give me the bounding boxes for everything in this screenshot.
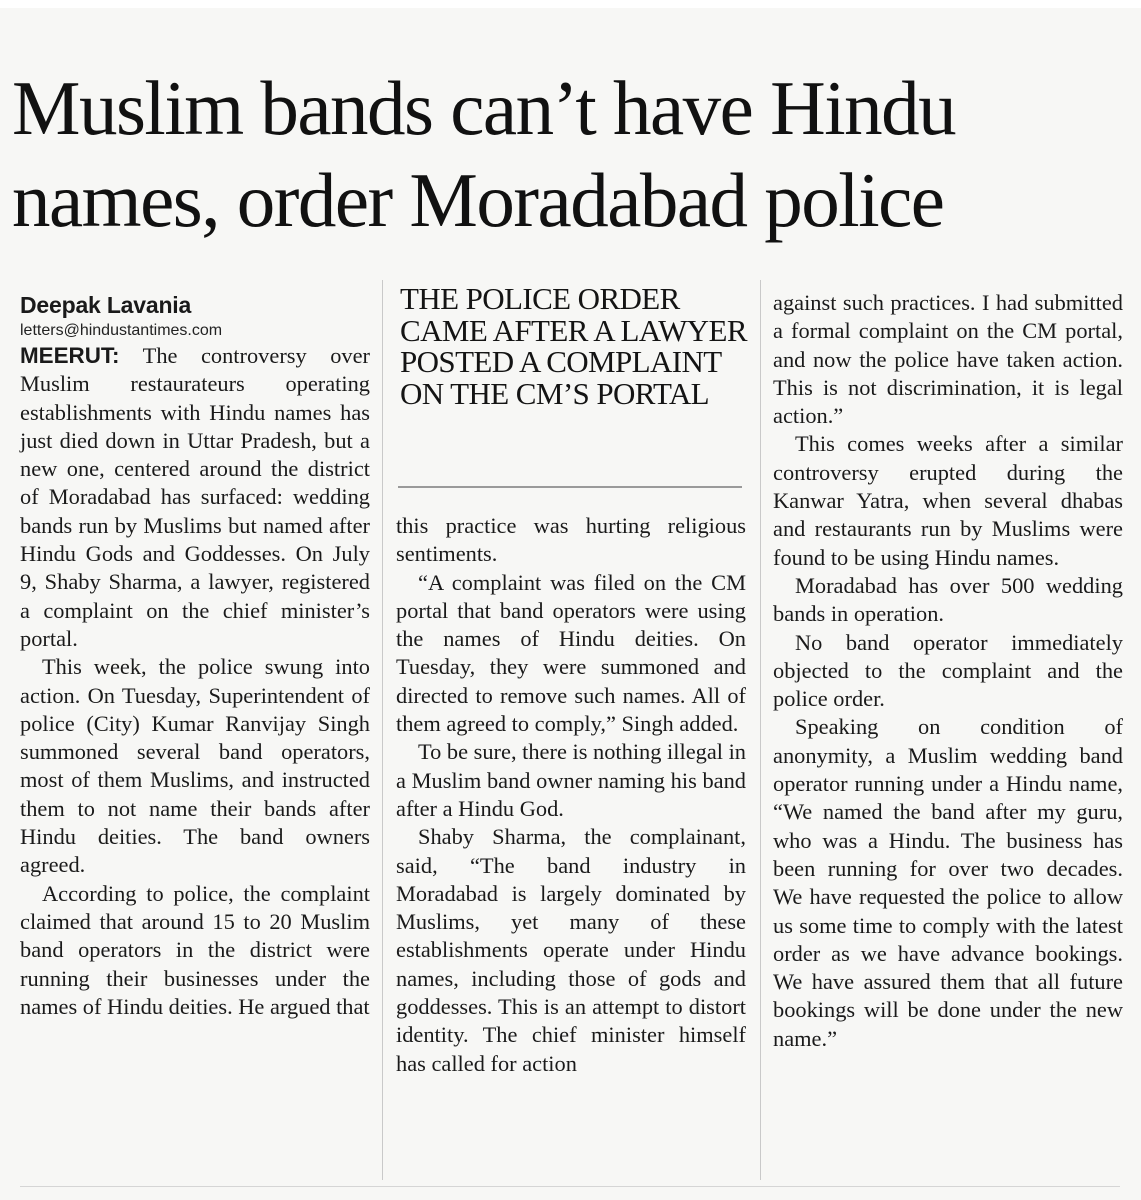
pull-quote-rule [398,486,742,488]
paragraph-11: No band operator immediately objected to the complaint and the police order. [773,629,1123,712]
article-column-1 [20,290,370,1021]
paragraph-12: Speaking on condition of anonymity, a Muslim wedding band operator running under a Hindu name, “We named the band after my guru, who was a Hindu. The business has been running for over two decades. We have requested the police to allow us some time to comply with the latest order as we have advance bookings. We have assured them that all future bookings will be done under the new name.” [773,714,1123,1051]
paragraph-9: This comes weeks after a similar controversy erupted during the Kanwar Yatra, when several dhabas and restaurants run by Muslims were found to be using Hindu names. [773,431,1123,570]
dateline: MEERUT: [20,343,120,368]
pull-quote: THE POLICE ORDER CAME AFTER A LAWYER POSTED A COMPLAINT ON THE CM’S PORTAL [400,281,747,411]
paragraph-1 [20,342,370,653]
paragraph-3: According to police, the complaint claimed that around 15 to 20 Muslim band operators in the district were running their businesses under the names of Hindu deities. He argued that [20,880,370,1019]
bottom-rule [20,1186,1120,1187]
paragraph-10: Moradabad has over 500 wedding bands in operation. [773,572,1123,627]
paragraph-5: “A complaint was filed on the CM portal that band operators were using the names of Hindu deities. On Tuesday, they were summoned and directed to remove such names. All of them agreed to comply,” Singh added. [396,569,746,737]
paragraph-7: Shaby Sharma, the complainant, said, “The band industry in Moradabad is largely dominated by Muslims, yet many of these establishments operate under Hindu names, including those of gods and goddesses. This is an attempt to distort identity. The chief minister himself has called for action [396,824,746,1076]
top-border [0,0,1141,8]
headline [12,62,1132,246]
column-divider-left [382,280,383,1180]
article-column-3 [773,289,1123,1053]
headline-line-1: Muslim bands can’t have Hindu [12,65,956,151]
headline-line-2: names, order Moradabad police [12,157,944,243]
paragraph-8: against such practices. I had submitted a formal complaint on the CM portal, and now the police have taken action. This is not discrimination, it is legal action.” [773,290,1123,429]
paragraph-4: this practice was hurting religious sentiments. [396,513,746,567]
author-email: letters@hindustantimes.com [20,322,223,339]
byline: Deepak Lavania [20,292,192,318]
paragraph-1-text: The controversy over Muslim restaurateurs operating establishments with Hindu names has just died down in Uttar Pradesh, but a new one, centered around the district of Moradabad has surfaced: wedding bands run by Muslims but named after Hindu Gods and Goddesses. On July 9, Shaby Sharma, a lawyer, registered a complaint on the chief minister’s portal. [20,343,370,651]
column-divider-right [760,280,761,1180]
paragraph-2: This week, the police swung into action. On Tuesday, Superintendent of police (City) Kumar Ranvijay Singh summoned several band operators, most of them Muslims, and instructed them to not name their bands after Hindu deities. The band owners agreed. [20,654,370,878]
column-2-body [396,512,746,1078]
paragraph-6: To be sure, there is nothing illegal in a Muslim band owner naming his band after a Hindu God. [396,739,746,821]
